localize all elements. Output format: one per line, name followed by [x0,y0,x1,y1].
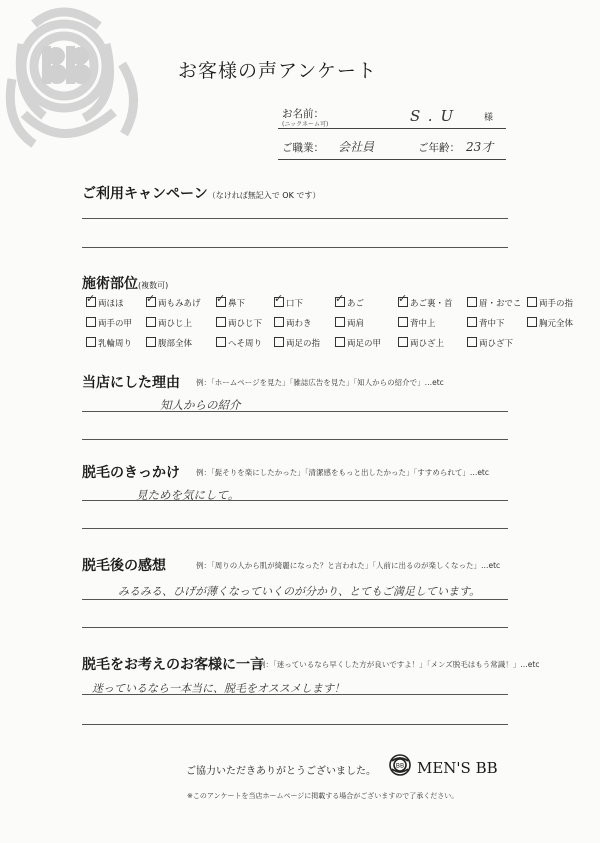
message-heading: 脱毛をお考えのお客様に一言 [82,657,264,673]
parts-option-label: 両足の指 [286,339,321,349]
parts-option[interactable] [467,317,505,329]
parts-option-label: 両もみあげ [158,299,201,309]
reason-heading: 当店にした理由 [82,375,180,391]
bb-watermark-logo [4,4,174,174]
parts-option-label: 胸元全体 [539,319,574,329]
svg-text:BB: BB [395,762,405,770]
trigger-line-1 [82,500,508,501]
parts-option-label: 両肩 [347,319,365,329]
checkbox[interactable] [398,297,408,307]
parts-option[interactable] [216,317,262,329]
trigger-line-2 [82,528,508,529]
checkbox[interactable] [146,337,156,347]
thanks-text: ご協力いただきありがとうございました。 [186,766,376,777]
checkbox[interactable] [86,297,96,307]
parts-option[interactable] [86,317,132,329]
checkbox[interactable] [274,297,284,307]
parts-option-label: 両手の甲 [98,319,133,329]
checkbox[interactable] [527,317,537,327]
brand-name: MEN'S BB [417,759,498,777]
parts-option[interactable] [398,337,444,349]
parts-option[interactable] [146,317,192,329]
message-line-2 [82,724,508,725]
parts-option[interactable] [274,317,312,329]
checkbox[interactable] [398,337,408,347]
impression-heading: 脱毛後の感想 [82,558,166,574]
parts-option-label: 鼻下 [228,299,246,309]
name-row [278,104,506,129]
age-value: 23才 [466,140,494,154]
parts-option[interactable] [86,337,132,349]
campaign-heading [82,183,320,203]
age-label: ご年齢： [418,142,460,154]
impression-line-2 [82,627,508,628]
checkbox[interactable] [86,317,96,327]
parts-option-label: 両ひざ下 [479,339,514,349]
checkbox[interactable] [146,297,156,307]
honorific-label: 様 [484,113,494,123]
parts-option[interactable] [527,317,573,329]
reason-hint: 例：「ホームページを見た」「雑誌広告を見た」「知人からの紹介で」…etc [196,378,444,387]
parts-option[interactable] [146,297,201,309]
checkbox[interactable] [527,297,537,307]
parts-option-label: 両足の甲 [347,339,382,349]
parts-option[interactable] [467,297,521,309]
parts-option-label: 両ひじ上 [158,319,193,329]
rose-logo-icon [388,753,412,777]
parts-option[interactable] [86,297,124,309]
parts-title: 施術部位 [82,276,138,292]
campaign-note: （なければ無記入で OK です） [207,191,321,200]
parts-option[interactable] [216,297,245,309]
impression-line-1 [82,599,508,600]
parts-option[interactable] [335,297,364,309]
parts-option-label: 眉・おでこ [479,299,522,309]
checkbox[interactable] [335,337,345,347]
parts-option-label: 両ひざ上 [410,339,445,349]
parts-option[interactable] [335,337,381,349]
parts-option[interactable] [274,337,320,349]
parts-option-label: 口下 [286,299,304,309]
parts-option[interactable] [467,337,513,349]
campaign-line-2 [82,247,508,248]
campaign-title: ご利用キャンペーン [82,186,208,202]
parts-option[interactable] [335,317,364,329]
parts-option[interactable] [216,337,262,349]
parts-option-label: あご [347,299,365,309]
checkbox[interactable] [335,317,345,327]
parts-option-label: 両ほほ [98,299,124,309]
parts-option-label: へそ周り [228,339,263,349]
footer-note: ※このアンケートを当店ホームページに掲載する場合がございますので了承ください。 [187,792,459,800]
parts-option-label: 背中下 [479,319,505,329]
job-age-row [278,129,506,160]
checkbox[interactable] [467,317,477,327]
checkbox[interactable] [467,297,477,307]
trigger-hint: 例：「髭そりを楽にしたかった」「清潔感をもっと出したかった」「すすめられて」…etc [196,468,490,477]
parts-option-label: 腹部全体 [158,339,193,349]
parts-option[interactable] [398,317,436,329]
message-hint: 例：「迷っているなら早くした方が良いですよ！」「メンズ脱毛はもう常識！」…etc [258,660,540,669]
checkbox[interactable] [146,317,156,327]
checkbox[interactable] [216,297,226,307]
parts-option[interactable] [146,337,192,349]
message-answer: 迷っているなら一本当に、脱毛をオススメします！ [92,682,345,695]
parts-option-label: 両手の指 [539,299,574,309]
trigger-heading: 脱毛のきっかけ [82,465,180,481]
reason-answer: 知人からの紹介 [160,398,241,412]
parts-note: (複数可) [138,281,169,290]
parts-option-label: 乳輪周り [98,339,133,349]
parts-option[interactable] [274,297,303,309]
message-line-1 [82,694,508,695]
job-label: ご職業： [282,142,324,154]
page-title: お客様の声アンケート [178,60,377,82]
customer-info [278,104,506,160]
parts-option-label: 背中上 [410,319,436,329]
checkbox[interactable] [467,337,477,347]
impression-hint: 例：「周りの人から肌が綺麗になった？と言われた」「人前に出るのが楽しくなった」…etc [196,561,501,570]
checkbox[interactable] [274,337,284,347]
name-value: S.U [410,107,462,125]
name-label: お名前： [282,108,324,120]
parts-option-label: 両ひじ下 [228,319,263,329]
checkbox[interactable] [335,297,345,307]
campaign-line-1 [82,218,508,219]
name-sub-label: (ニックネーム可) [282,121,329,128]
parts-heading [82,273,168,293]
checkbox[interactable] [86,337,96,347]
trigger-answer: 見ためを気にして。 [136,488,240,502]
job-value: 会社員 [338,140,375,154]
parts-option[interactable] [398,297,453,309]
parts-option-label: あご裏・首 [410,299,453,309]
reason-line-1 [82,411,508,412]
checkbox[interactable] [216,337,226,347]
impression-answer: みるみる、ひげが薄くなっていくのが分かり、とてもご満足しています。 [118,585,481,598]
checkbox[interactable] [398,317,408,327]
checkbox[interactable] [274,317,284,327]
reason-line-2 [82,439,508,440]
parts-option[interactable] [527,297,573,309]
parts-option-label: 両わき [286,319,312,329]
checkbox[interactable] [216,317,226,327]
